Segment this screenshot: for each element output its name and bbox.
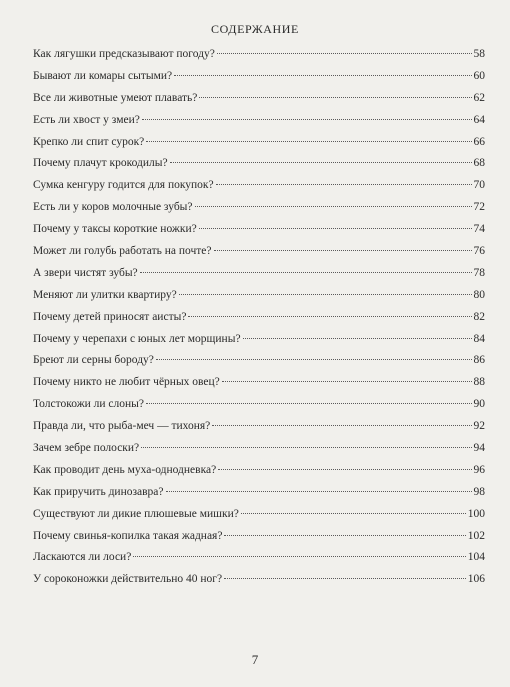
dot-leader <box>133 556 465 557</box>
toc-entry-title: Зачем зебре полоски? <box>33 442 140 455</box>
dot-leader <box>216 184 472 185</box>
toc-entry-title: Толстокожи ли слоны? <box>33 398 145 411</box>
toc-entry-title: Бреют ли серны бороду? <box>33 354 154 367</box>
toc-entry-title: Сумка кенгуру годится для покупок? <box>33 179 214 192</box>
toc-entry <box>33 573 485 595</box>
dot-leader <box>179 294 472 295</box>
dot-leader <box>170 162 472 163</box>
toc-entry-page: 100 <box>467 507 485 520</box>
toc-entry-title: Существуют ли дикие плюшевые мишки? <box>33 507 239 520</box>
toc-entry <box>33 376 485 398</box>
toc-entry-title: А звери чистят зубы? <box>33 266 138 279</box>
toc-entry <box>33 442 485 464</box>
toc-heading: СОДЕРЖАНИЕ <box>211 22 299 36</box>
toc-entry <box>33 551 485 573</box>
toc-entry-page: 104 <box>467 551 485 564</box>
dot-leader <box>199 228 472 229</box>
toc-entry-page: 90 <box>473 398 485 411</box>
toc-entry <box>33 70 485 92</box>
toc-entry-title: Есть ли у коров молочные зубы? <box>33 201 193 214</box>
toc-entry-page: 84 <box>473 332 485 345</box>
toc-entry-page: 98 <box>473 485 485 498</box>
toc-entry-title: Как лягушки предсказывают погоду? <box>33 48 215 60</box>
toc-entry-title: Может ли голубь работать на почте? <box>33 245 212 258</box>
toc-entry-title: Почему у таксы короткие ножки? <box>33 223 197 236</box>
toc-entry-title: Бывают ли комары сытыми? <box>33 69 173 82</box>
toc-entry <box>33 245 485 267</box>
toc-entry-title: Почему у черепахи с юных лет морщины? <box>33 332 241 345</box>
toc-entry-page: 94 <box>473 442 485 455</box>
dot-leader <box>140 272 472 273</box>
toc-entry-page: 76 <box>473 245 485 258</box>
dot-leader <box>217 53 472 54</box>
toc-entry-page: 62 <box>473 91 485 104</box>
toc-entry-page: 86 <box>473 354 485 367</box>
toc-entry-page: 80 <box>473 288 485 301</box>
dot-leader <box>146 403 471 404</box>
toc-entry-title: Почему плачут крокодилы? <box>33 157 168 170</box>
toc-entry-title: Ласкаются ли лоси? <box>33 551 132 564</box>
toc-entry-page: 88 <box>473 376 485 389</box>
toc-entry <box>33 464 485 486</box>
toc-entry <box>33 333 485 355</box>
dot-leader <box>146 141 471 142</box>
toc-entry-page: 70 <box>473 179 485 192</box>
toc-entry <box>33 223 485 245</box>
toc-entry-page: 68 <box>473 157 485 170</box>
toc-entry-page: 58 <box>473 48 485 60</box>
toc-entry <box>33 289 485 311</box>
toc-entry <box>33 486 485 508</box>
dot-leader <box>142 119 472 120</box>
toc-entry <box>33 48 485 70</box>
toc-entry-page: 96 <box>473 463 485 476</box>
toc-entry <box>33 114 485 136</box>
toc-entry-page: 106 <box>467 573 485 586</box>
toc-entry-title: Как проводит день муха-однодневка? <box>33 463 217 476</box>
dot-leader <box>222 381 472 382</box>
toc-entry <box>33 157 485 179</box>
toc-entry <box>33 420 485 442</box>
dot-leader <box>224 578 466 579</box>
toc-entry-title: Все ли животные умеют плавать? <box>33 91 198 104</box>
toc-entry-page: 92 <box>473 420 485 433</box>
dot-leader <box>195 206 472 207</box>
toc-entry-title: Есть ли хвост у змеи? <box>33 113 140 126</box>
toc-entry <box>33 92 485 114</box>
toc-entry-page: 74 <box>473 223 485 236</box>
toc-entry <box>33 136 485 158</box>
toc-entry-title: Почему свинья-копилка такая жадная? <box>33 529 223 542</box>
dot-leader <box>166 491 472 492</box>
toc-entry <box>33 179 485 201</box>
dot-leader <box>241 513 466 514</box>
toc-entry-page: 66 <box>473 135 485 148</box>
dot-leader <box>224 535 465 536</box>
toc-entry-page: 82 <box>473 310 485 323</box>
dot-leader <box>218 469 471 470</box>
dot-leader <box>174 75 471 76</box>
toc-entry <box>33 508 485 530</box>
dot-leader <box>188 316 471 317</box>
toc-entry-page: 60 <box>473 69 485 82</box>
page-number: 7 <box>251 652 259 667</box>
toc-entry-title: Крепко ли спит сурок? <box>33 135 145 148</box>
toc-entry <box>33 201 485 223</box>
toc-entry-title: Почему никто не любит чёрных овец? <box>33 376 220 389</box>
toc-list <box>33 48 485 595</box>
toc-entry-title: Почему детей приносят аисты? <box>33 310 187 323</box>
dot-leader <box>243 338 472 339</box>
dot-leader <box>141 447 471 448</box>
toc-entry <box>33 267 485 289</box>
dot-leader <box>156 359 472 360</box>
toc-entry-page: 78 <box>473 266 485 279</box>
dot-leader <box>214 250 472 251</box>
dot-leader <box>212 425 471 426</box>
dot-leader <box>199 97 471 98</box>
toc-entry-title: Как приручить динозавра? <box>33 485 164 498</box>
toc-entry-page: 102 <box>467 529 485 542</box>
toc-entry-title: Правда ли, что рыба-меч — тихоня? <box>33 420 211 433</box>
toc-entry <box>33 311 485 333</box>
toc-entry-page: 64 <box>473 113 485 126</box>
toc-entry <box>33 398 485 420</box>
toc-entry-title: Меняют ли улитки квартиру? <box>33 288 177 301</box>
toc-entry-title: У сороконожки действительно 40 ног? <box>33 573 223 586</box>
toc-entry <box>33 530 485 552</box>
toc-entry <box>33 354 485 376</box>
toc-entry-page: 72 <box>473 201 485 214</box>
